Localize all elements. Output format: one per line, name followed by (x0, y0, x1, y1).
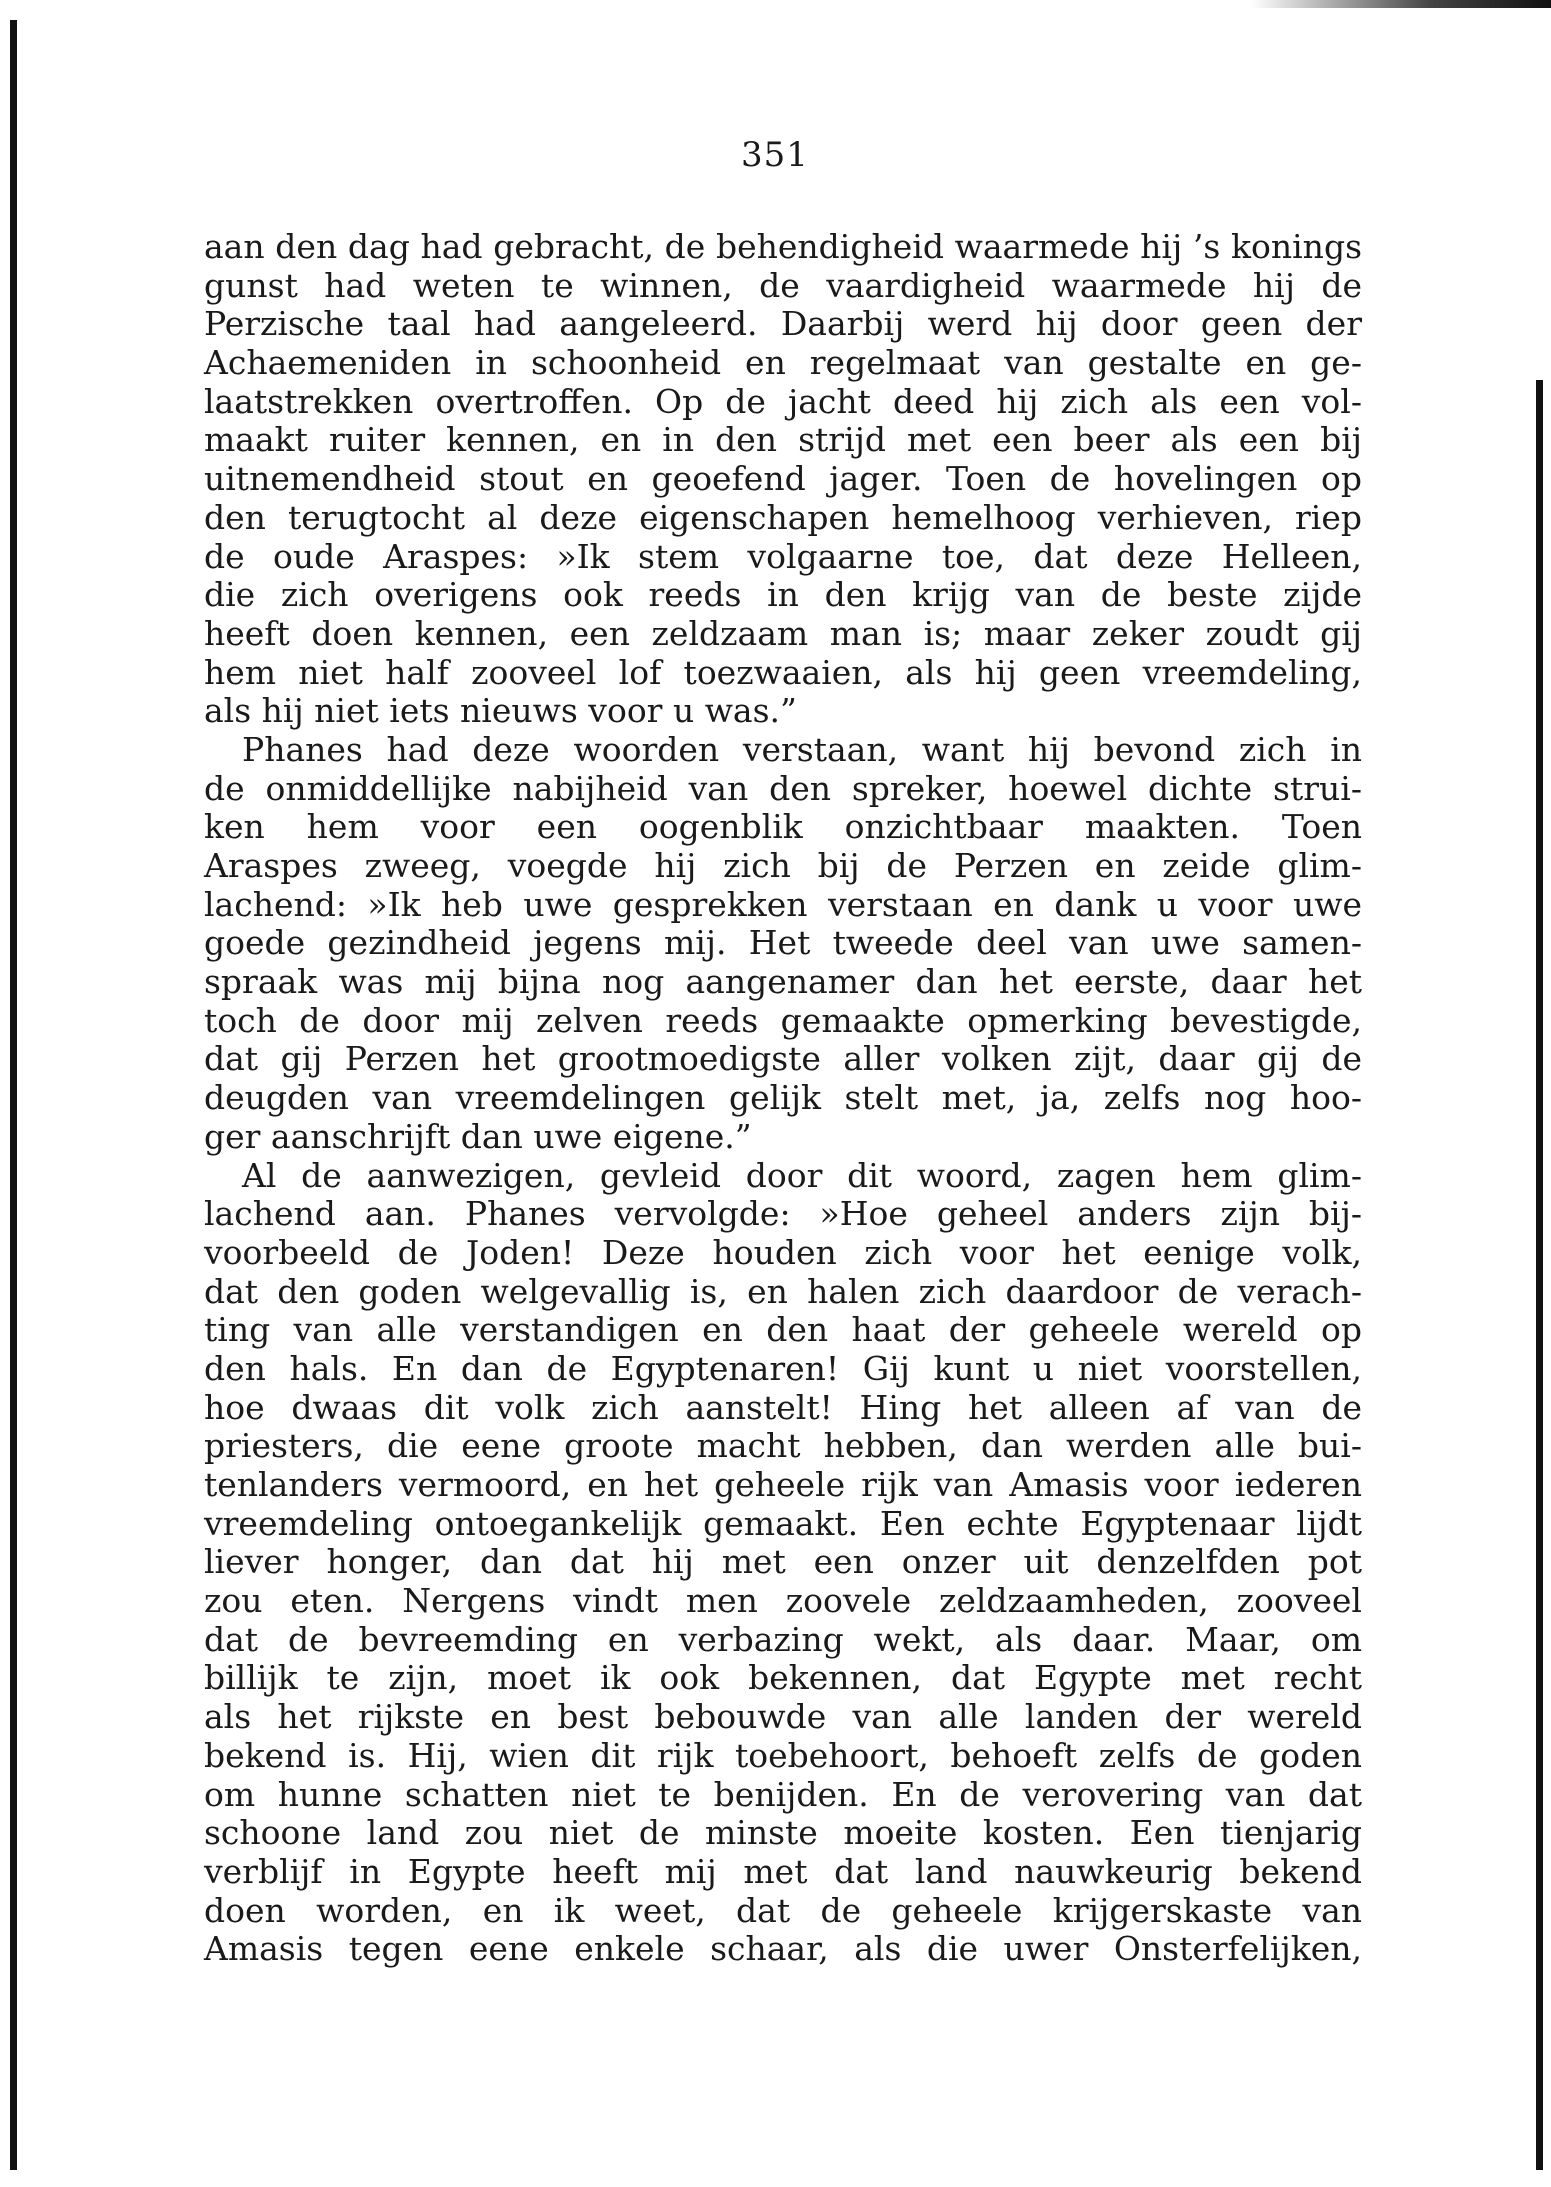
text-line: laatstrekken overtroffen. Op de jacht deed hij zich als een vol- (204, 381, 1362, 421)
text-line: de oude Araspes: »Ik stem volgaarne toe, dat deze Helleen, (204, 536, 1362, 576)
text-line: ting van alle verstandigen en den haat der geheele wereld op (204, 1310, 1362, 1350)
scan-edge-right (1536, 380, 1543, 2170)
text-line: dat gij Perzen het grootmoedigste aller volken zijt, daar gij de (204, 1039, 1362, 1079)
text-line: hem niet half zooveel lof toezwaaien, als hij geen vreemdeling, (204, 652, 1362, 692)
text-line: vreemdeling ontoegankelijk gemaakt. Een echte Egyptenaar lijdt (204, 1503, 1362, 1543)
text-line: die zich overigens ook reeds in den krijg van de beste zijde (204, 575, 1362, 615)
page-number: 351 (741, 135, 809, 175)
text-line: dat de bevreemding en verbazing wekt, als daar. Maar, om (204, 1619, 1362, 1659)
text-line: zou eten. Nergens vindt men zoovele zeldzaamheden, zooveel (204, 1581, 1362, 1621)
text-line: Araspes zweeg, voegde hij zich bij de Perzen en zeide glim- (204, 846, 1362, 885)
text-line: ger aanschrijft dan uwe eigene.” (204, 1116, 752, 1156)
body-text (204, 228, 1362, 1969)
text-line: Amasis tegen eene enkele schaar, als die uwer Onsterfelijken, (204, 1929, 1362, 1969)
text-line: tenlanders vermoord, en het geheele rijk van Amasis voor iederen (204, 1465, 1362, 1504)
text-line: lachend: »Ik heb uwe gesprekken verstaan en dank u voor uwe (204, 884, 1362, 924)
text-line: Phanes had deze woorden verstaan, want hij bevond zich in (242, 729, 1362, 769)
text-line: heeft doen kennen, een zeldzaam man is; maar zeker zoudt gij (204, 613, 1362, 653)
text-line: de onmiddellijke nabijheid van den spreker, hoewel dichte strui- (204, 768, 1362, 808)
text-line: deugden van vreemdelingen gelijk stelt met, ja, zelfs nog hoo- (204, 1078, 1362, 1118)
text-line: den hals. En dan de Egyptenaren! Gij kunt u niet voorstellen, (204, 1348, 1362, 1388)
scan-edge-left (10, 20, 17, 2170)
text-line: uitnemendheid stout en geoefend jager. Toen de hovelingen op (204, 459, 1362, 499)
text-line: Al de aanwezigen, gevleid door dit woord, zagen hem glim- (242, 1155, 1362, 1195)
text-line: doen worden, en ik weet, dat de geheele krijgerskaste van (204, 1890, 1362, 1930)
text-line: voorbeeld de Joden! Deze houden zich voor het eenige volk, (204, 1232, 1362, 1272)
text-line: toch de door mij zelven reeds gemaakte opmerking bevestigde, (204, 1000, 1362, 1040)
text-line: om hunne schatten niet te benijden. En de verovering van dat (204, 1774, 1362, 1814)
text-line: schoone land zou niet de minste moeite kosten. Een tienjarig (204, 1813, 1362, 1853)
scan-edge-top (1251, 0, 1551, 8)
text-line: aan den dag had gebracht, de behendigheid waarmede hij ’s konings (204, 227, 1362, 266)
text-line: Achaemeniden in schoonheid en regelmaat van gestalte en ge- (204, 343, 1362, 383)
text-line: bekend is. Hij, wien dit rijk toebehoort, behoeft zelfs de goden (204, 1735, 1362, 1775)
text-line: hoe dwaas dit volk zich aanstelt! Hing het alleen af van de (204, 1387, 1362, 1427)
text-line: spraak was mij bijna nog aangenamer dan het eerste, daar het (204, 962, 1362, 1002)
text-line: goede gezindheid jegens mij. Het tweede deel van uwe samen- (204, 923, 1362, 963)
text-line: als het rijkste en best bebouwde van alle landen der wereld (204, 1697, 1362, 1737)
text-line: den terugtocht al deze eigenschapen hemelhoog verhieven, riep (204, 497, 1362, 537)
text-line: priesters, die eene groote macht hebben, dan werden alle bui- (204, 1426, 1362, 1466)
text-line: maakt ruiter kennen, en in den strijd met een beer als een bij (204, 420, 1362, 460)
text-line: Perzische taal had aangeleerd. Daarbij werd hij door geen der (204, 304, 1362, 344)
text-line: gunst had weten te winnen, de vaardigheid waarmede hij de (204, 265, 1362, 305)
text-line: dat den goden welgevallig is, en halen zich daardoor de verach- (204, 1271, 1362, 1311)
text-line: liever honger, dan dat hij met een onzer uit denzelfden pot (204, 1542, 1362, 1582)
text-line: lachend aan. Phanes vervolgde: »Hoe geheel anders zijn bij- (204, 1194, 1362, 1234)
text-line: als hij niet iets nieuws voor u was.” (204, 691, 797, 731)
text-line: verblijf in Egypte heeft mij met dat land nauwkeurig bekend (204, 1851, 1362, 1891)
text-line: billijk te zijn, moet ik ook bekennen, dat Egypte met recht (204, 1658, 1362, 1698)
text-line: ken hem voor een oogenblik onzichtbaar maakten. Toen (204, 807, 1362, 847)
